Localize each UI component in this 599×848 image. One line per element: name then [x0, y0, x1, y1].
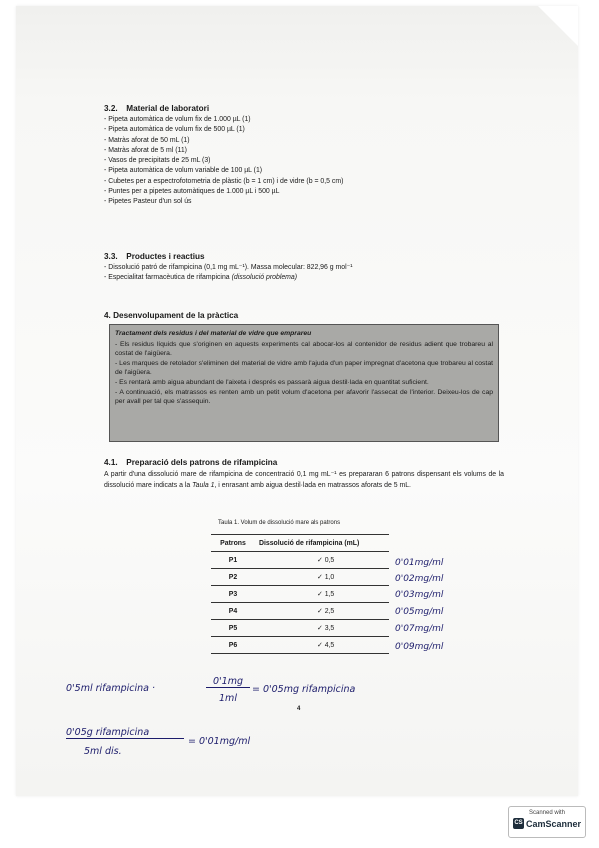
reagent-list [104, 263, 504, 284]
list-item: - Pipeta automàtica de volum fix de 500 µL (1) [104, 125, 504, 135]
table-caption: Taula 1. Volum de dissolució mare als patrons [218, 520, 341, 526]
handwritten-fraction-numerator: 0'05g rifampicina [66, 727, 184, 739]
section-material [104, 104, 504, 208]
handwritten-fraction-numerator: 0'1mg [206, 676, 250, 688]
table-row: P2 ✓ 1,0 [211, 569, 389, 586]
handwritten-concentration: 0'03mg/ml [395, 590, 444, 600]
list-item: - Puntes per a pipetes automàtiques de 1.000 µL i 500 µL [104, 187, 504, 197]
standards-table [211, 534, 389, 654]
handwritten-fraction-denominator: 5ml dis. [84, 746, 122, 757]
section-reagents [104, 252, 504, 284]
handwritten-calc-result: = 0'01mg/ml [188, 736, 251, 747]
section-practice [104, 311, 504, 320]
box-item: - Els residus líquids que s'originen en aquests experiments cal abocar-los al contenidor de residus adient que trobareu al costat de l'aigüera. [115, 340, 493, 358]
box-title: Tractament dels residus i del material de vidre que emprareu [115, 330, 312, 337]
box-item: - Es rentarà amb aigua abundant de l'aixeta i després es passarà aigua destil·lada en quantitat suficient. [115, 378, 429, 386]
handwritten-fraction-denominator: 1ml [219, 693, 237, 704]
column-header: Patrons [211, 535, 255, 552]
handwritten-concentration: 0'09mg/ml [395, 642, 444, 652]
section-heading: 3.3. Productes i reactius [104, 252, 205, 261]
table-row: P4 ✓ 2,5 [211, 603, 389, 620]
handwritten-calc-result: = 0'05mg rifampicina [252, 684, 356, 695]
list-item: - Cubetes per a espectrofotometria de plàstic (b = 1 cm) i de vidre (b = 0,5 cm) [104, 177, 504, 187]
page-number: 4 [297, 706, 301, 712]
table-header-row [211, 535, 389, 552]
handwritten-concentration: 0'02mg/ml [395, 574, 444, 584]
list-item: - Pipetes Pasteur d'un sol ús [104, 197, 504, 207]
handwritten-calc-left: 0'5ml rifampicina · [66, 683, 155, 694]
handwritten-concentration: 0'05mg/ml [395, 607, 444, 617]
list-item: - Matràs aforat de 5 ml (11) [104, 146, 504, 156]
table-row: P5 ✓ 3,5 [211, 620, 389, 637]
list-item: - Vasos de precipitats de 25 mL (3) [104, 156, 504, 166]
box-item: - A continuació, els matrassos es renten amb un petit volum d'acetona per afavorir l'assecat de l'interior. Deixeu-los de cap per avall per tal que s'assequin. [115, 388, 493, 406]
column-header: Dissolució de rifampicina (mL) [255, 535, 389, 552]
table-row: P6 ✓ 4,5 [211, 637, 389, 654]
list-item: - Especialitat farmacèutica de rifampicina (dissolució problema) [104, 273, 504, 283]
table-row: P3 ✓ 1,5 [211, 586, 389, 603]
table-row: P1 ✓ 0,5 [211, 552, 389, 569]
list-item: - Pipeta automàtica de volum fix de 1.000 µL (1) [104, 115, 504, 125]
list-item: - Dissolució patró de rifampicina (0,1 mg mL⁻¹). Massa molecular: 822,96 g mol⁻¹ [104, 263, 504, 273]
material-list [104, 115, 504, 208]
handwritten-concentration: 0'01mg/ml [395, 558, 444, 568]
camscanner-logo-icon: CS [513, 818, 524, 829]
folded-corner [538, 6, 578, 46]
waste-treatment-box [109, 324, 499, 442]
section-heading: 3.2. Material de laboratori [104, 104, 210, 113]
handwritten-concentration: 0'07mg/ml [395, 624, 444, 634]
section-heading: 4.1. Preparació dels patrons de rifampicina [104, 458, 278, 467]
list-item: - Pipeta automàtica de volum variable de 100 µL (1) [104, 166, 504, 176]
list-item: - Matràs aforat de 50 mL (1) [104, 136, 504, 146]
section-standards [104, 458, 504, 491]
box-item: - Les marques de retolador s'eliminen del material de vidre amb l'ajuda d'un paper impregnat d'acetona que trobareu al costat de l'aigüera. [115, 359, 493, 377]
camscanner-watermark: Scanned with CS CamScanner [508, 806, 586, 838]
section-heading: 4. Desenvolupament de la pràctica [104, 311, 239, 320]
paragraph: A partir d'una dissolució mare de rifampicina de concentració 0,1 mg mL⁻¹ es prepararan 6 patrons dispensant els volums de la dissolució mare indicats a la Taula 1, i enrasant amb aigua destil·lada en matrassos aforats de 5 mL. [104, 471, 504, 489]
